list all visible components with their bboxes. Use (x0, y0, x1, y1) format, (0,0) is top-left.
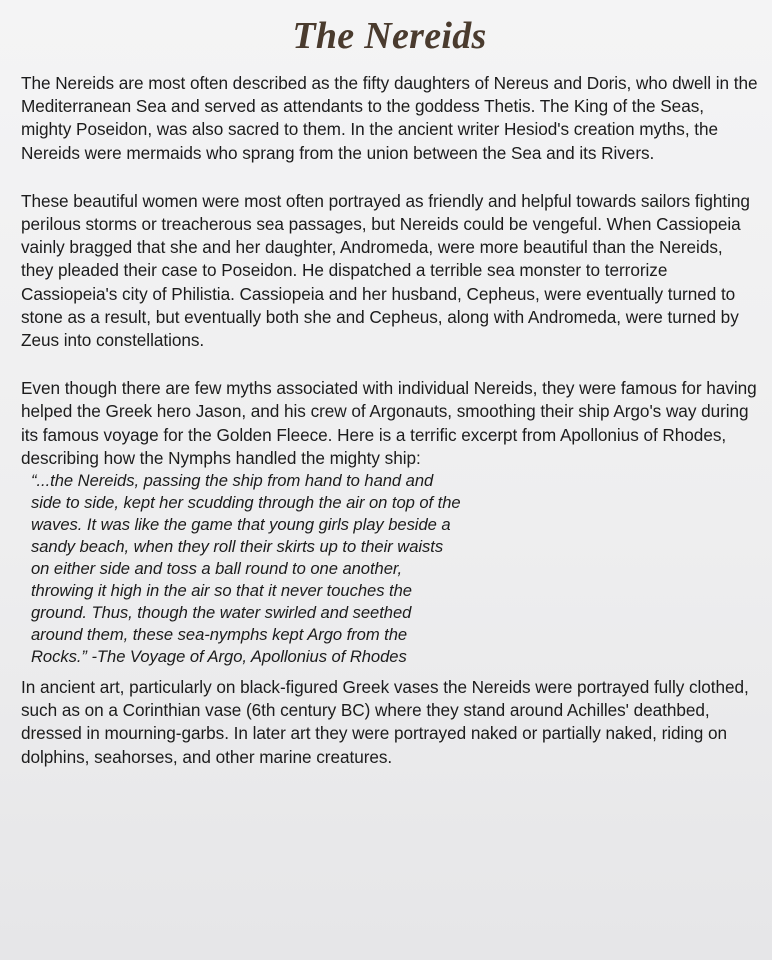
paragraph-cassiopeia: These beautiful women were most often portrayed as friendly and helpful towards sailors fighting perilous storms or treacherous sea passages, but Nereids could be vengeful. When Cassiopeia vainly bragged that she and her daughter, Andromeda, were more beautiful than the Nereids, they pleaded their case to Poseidon. He dispatched a terrible sea monster to terrorize Cassiopeia's city of Philistia. Cassiopeia and her husband, Cepheus, were eventually turned to stone as a result, but eventually both she and Cepheus, along with Andromeda, were turned by Zeus into constellations. (21, 190, 750, 351)
paragraph-ancient-art: In ancient art, particularly on black-figured Greek vases the Nereids were portrayed fully clothed, such as on a Corinthian vase (6th century BC) where they stand around Achilles' deathbed, dressed in mourning-garbs. In later art they were portrayed naked or partially naked, riding on dolphins, seahorses, and other marine creatures. (21, 677, 749, 767)
paragraph-spacer (21, 165, 758, 190)
paragraph-spacer (21, 352, 758, 377)
paragraph-intro: The Nereids are most often described as the fifty daughters of Nereus and Doris, who dwell in the Mediterranean Sea and served as attendants to the goddess Thetis. The King of the Seas, mighty Poseidon, was also sacred to them. In the ancient writer Hesiod's creation myths, the Nereids were mermaids who sprang from the union between the Sea and its Rivers. (21, 73, 758, 163)
apollonius-quote: “...the Nereids, passing the ship from hand to hand and side to side, kept her scudding through the air on top of the waves. It was like the game that young girls play beside a sandy beach, when they roll their skirts up to their waists on either side and toss a ball round to one another, throwing it high in the air so that it never touches the ground. Thus, though the water swirled and seethed around them, these sea-nymphs kept Argo from the Rocks.” -The Voyage of Argo, Apollonius of Rhodes (31, 471, 461, 667)
page-title: The Nereids (292, 15, 487, 57)
quote-spacer (21, 668, 758, 676)
paragraph-argonauts: Even though there are few myths associated with individual Nereids, they were famous for having helped the Greek hero Jason, and his crew of Argonauts, smoothing their ship Argo's way during its famous voyage for the Golden Fleece. Here is a terrific excerpt from Apollonius of Rhodes, describing how the Nymphs handled the mighty ship: (21, 378, 757, 468)
